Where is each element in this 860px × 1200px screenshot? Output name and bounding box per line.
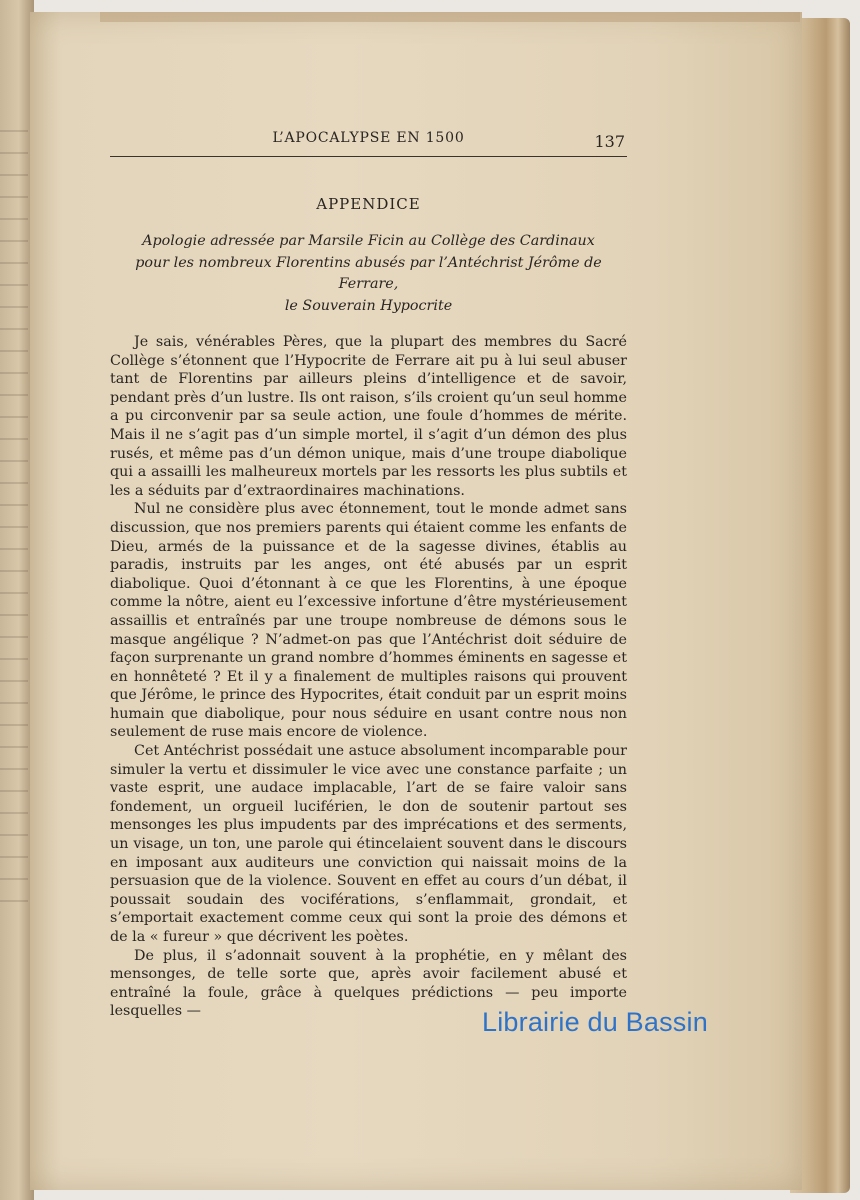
running-head (110, 120, 627, 157)
left-page-edge (0, 0, 34, 1200)
subtitle-line: le Souverain Hypocrite (284, 297, 453, 314)
running-title: L’APOCALYPSE EN 1500 (272, 130, 465, 146)
paragraph: Nul ne considère plus avec étonnement, tout le monde admet sans discussion, que nos premiers parents qui étaient comme les enfants de Dieu, armés de la puissance et de la sagesse divines, établis au paradis, instruits par les anges, ont été abusés par un esprit diabolique. Quoi d’étonnant à ce que les Florentins, à une époque comme la nôtre, aient eu l’excessive infortune d’être mystérieusement assaillis et entraînés par une troupe nombreuse de démons sous le masque angélique ? N’admet-on pas que l’Antéchrist doit séduire de façon surprenante un grand nombre d’hommes éminents en sagesse et en honnêteté ? Et il y a finalement de multiples raisons qui prouvent que Jérôme, le prince des Hypocrites, était conduit par un esprit moins humain que diabolique, pour nous séduire en usant contre nous non seulement de ruse mais encore de violence. (110, 501, 627, 741)
subtitle-line: Apologie adressée par Marsile Ficin au Collège des Cardinaux (142, 233, 595, 249)
page-number: 137 (594, 132, 625, 151)
body-text (110, 333, 627, 1021)
bookseller-watermark: Librairie du Bassin (482, 1007, 708, 1037)
subtitle-line: pour les nombreux Florentins abusés par l’Antéchrist Jérôme de Ferrare, (135, 254, 602, 292)
paragraph: Je sais, vénérables Pères, que la plupart des membres du Sacré Collège s’étonnent que l’Hypocrite de Ferrare ait pu à lui seul abuser tant de Florentins par ailleurs pleins d’intelligence et de savoir, pendant près d’un lustre. Ils ont raison, s’ils croient qu’un seul homme a pu circonvenir par sa seule action, une foule d’hommes de mérite. Mais il ne s’agit pas d’un simple mortel, il s’agit d’un démon des plus rusés, et même pas d’un démon unique, mais d’une troupe diabolique qui a assailli les malheureux mortels par les ressorts les plus subtils et les a séduits par d’extraordinaires machinations. (110, 334, 627, 499)
page-text-block (110, 120, 627, 1021)
paragraph: De plus, il s’adonnait souvent à la prophétie, en y mêlant des mensonges, de telle sorte que, après avoir facilement abusé et entraîné la foule, grâce à quelques prédictions — peu importe lesquelles — (110, 947, 627, 1020)
left-page-text-fragments (0, 130, 28, 910)
appendix-subtitle (110, 231, 627, 317)
paragraph: Cet Antéchrist possédait une astuce absolument incomparable pour simuler la vertu et dissimuler le vice avec une constance parfaite ; un vaste esprit, une audace implacable, l’art de se faire valoir sans fondement, un orgueil luciférien, le don de soutenir partout ses mensonges les plus impudents par des imprécations et des serments, un visage, un ton, une parole qui étincelaient souvent dans le discours en imposant aux auditeurs une conviction qui naissait moins de la persuasion que de la violence. Souvent en effet au cours d’un débat, il poussait soudain des vociférations, s’enflammait, grondait, et s’emportait exactement comme ceux qui sont la proie des démons et de la « fureur » que décrivent les poètes. (110, 743, 627, 945)
appendix-title: APPENDICE (316, 195, 421, 213)
